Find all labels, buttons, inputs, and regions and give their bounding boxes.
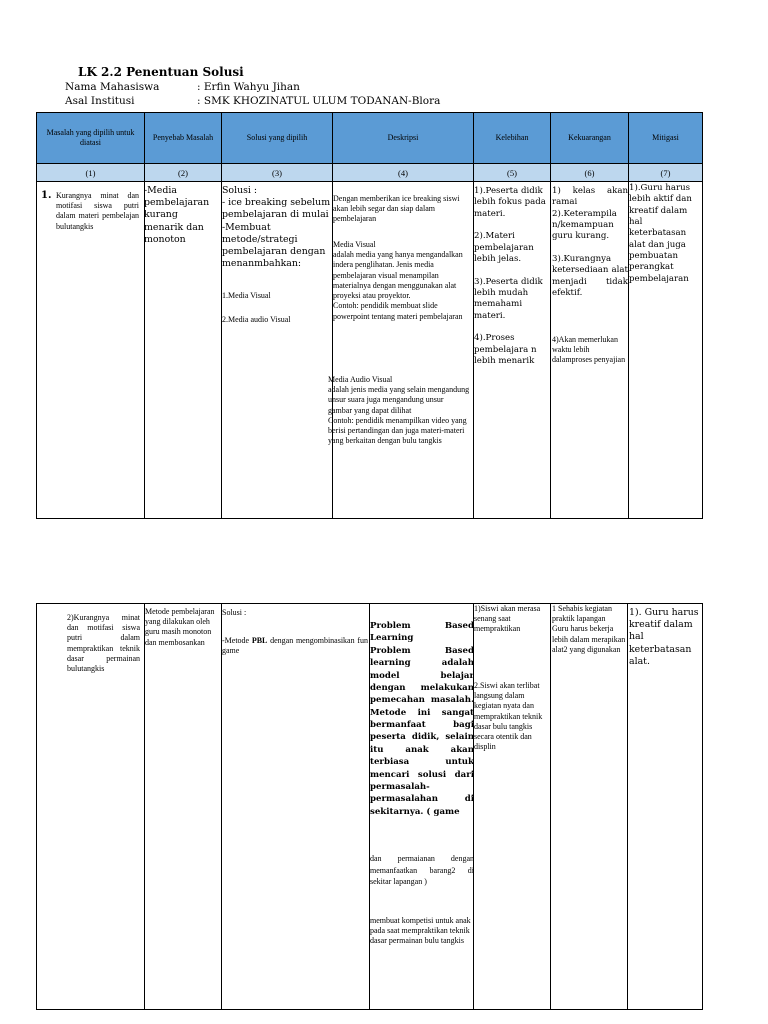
- header-mitigasi: Mitigasi: [629, 113, 702, 163]
- institution-label: Asal Institusi: [65, 95, 135, 107]
- kelebihan-senang: 1)Siswi akan merasa senang saat mempraktikan: [474, 604, 543, 634]
- header-masalah: Masalah yang dipilih untuk diatasi: [37, 113, 144, 163]
- header-kekurangan: Kekuarangan: [551, 113, 628, 163]
- deskripsi-ice-breaking: Dengan memberikan ice breaking siswi akan lebih segar dan siap dalam pembelajaran: [333, 194, 462, 224]
- solusi-text: -Metode PBL dengan mengombinasikan fun game: [222, 636, 368, 656]
- student-name-label: Nama Mahasiswa: [65, 81, 160, 93]
- penyebab-text: -Media pembelajaran kurang menarik dan monoton: [144, 185, 213, 245]
- deskripsi-media-audio-visual: Media Audio Visual adalah jenis media yang selain mengandung unsur suara juga mengandung unsur gambar yang dapat dilihat Contoh: pendidik menampilkan video yang berisi pertandingan dan juga materi-materi yang berkaitan dengan bulu tangkis: [328, 375, 470, 446]
- mitigasi-text: 1). Guru harus kreatif dalam hal keterbatasan alat.: [629, 607, 702, 667]
- kelebihan-terlibat: 2.Siswi akan terlibat langsung dalam kegiatan nyata dan mempraktikan teknik dasar bulu tangkis secara otentik dan displin: [474, 681, 545, 752]
- col-number: (5): [474, 164, 550, 181]
- row-number: 1.: [41, 190, 52, 201]
- header-deskripsi: Deskripsi: [333, 113, 473, 163]
- solusi-text: Solusi : - ice breaking sebelum pembelajaran di mulai -Membuat metode/strategi pembelajaran dengan menanmbahkan:: [222, 185, 331, 270]
- kekurangan-text: 1 Sehabis kegiatan praktik lapangan Guru harus bekerja lebih dalam merapikan alat2 yang digunakan: [552, 604, 626, 654]
- col-number: (3): [222, 164, 332, 181]
- header-solusi: Solusi yang dipilih: [222, 113, 332, 163]
- deskripsi-game: dan permaianan dengan memanfaatkan barang2 di sekitar lapangan ): [370, 854, 474, 887]
- solusi-media-audio-visual: 2.Media audio Visual: [222, 315, 291, 324]
- kekurangan-text: 1) kelas akan ramai 2).Keterampila n/kemampuan guru kurang. 3).Kurangnya ketersediaan alat menjadi tidak efektif.: [552, 186, 628, 299]
- institution-value: : SMK KHOZINATUL ULUM TODANAN-Blora: [197, 95, 441, 107]
- header-penyebab: Penyebab Masalah: [145, 113, 221, 163]
- col-number: (7): [629, 164, 702, 181]
- header-kelebihan: Kelebihan: [474, 113, 550, 163]
- deskripsi-pbl: Problem Based Learning Problem Based learning adalah model belajar dengan melakukan pemecahan masalah. Metode ini sangat bermanfaat bagi peserta didik, selain itu anak akan terbiasa untuk mencari solusi dari permasalah-permasalahan di sekitarnya. ( game: [370, 621, 474, 817]
- masalah-text: Kurangnya minat dan motifasi siswa putri dalam materi pembelajan bulutangkis: [56, 191, 139, 231]
- page-title: LK 2.2 Penentuan Solusi: [78, 65, 244, 79]
- mitigasi-text: 1).Guru harus lebih aktif dan kreatif dalam hal keterbatasan alat dan juga pembuatan perangkat pembelajaran: [629, 183, 695, 284]
- deskripsi-media-visual: Media Visual adalah media yang hanya mengandalkan indera penglihatan. Jenis media pembelajaran visual menampilan materialnya dengan menggunakan alat proyeksi atau proyektor. Contoh: pendidik membuat slide powerpoint tentang materi pembelajaran: [333, 240, 463, 321]
- masalah-text: 2)Kurangnya minat dan motifasi siswa putri dalam mempraktikan teknik dasar permainan bulutangkis: [67, 613, 140, 674]
- solusi-label: Solusi :: [222, 608, 247, 617]
- penyebab-text: Metode pembelajaran yang dilakukan oleh guru masih monoton dan membosankan: [145, 607, 217, 647]
- col-number: (1): [37, 164, 144, 181]
- solusi-media-visual: 1.Media Visual: [222, 291, 271, 300]
- col-number: (4): [333, 164, 473, 181]
- col-number: (2): [145, 164, 221, 181]
- kelebihan-text: 1).Peserta didik lebih fokus pada materi. 2).Materi pembelajaran lebih jelas. 3).Peserta didik lebih mudah memahami materi. 4).Proses pembelajara n lebih menarik: [474, 186, 546, 367]
- deskripsi-kompetisi: membuat kompetisi untuk anak pada saat mempraktikan teknik dasar permainan bulu tangkis: [370, 916, 473, 946]
- student-name-value: : Erfin Wahyu Jihan: [197, 81, 300, 93]
- kekurangan-waktu: 4)Akan memerlukan waktu lebih dalamproses penyajian: [552, 335, 626, 365]
- col-number: (6): [551, 164, 628, 181]
